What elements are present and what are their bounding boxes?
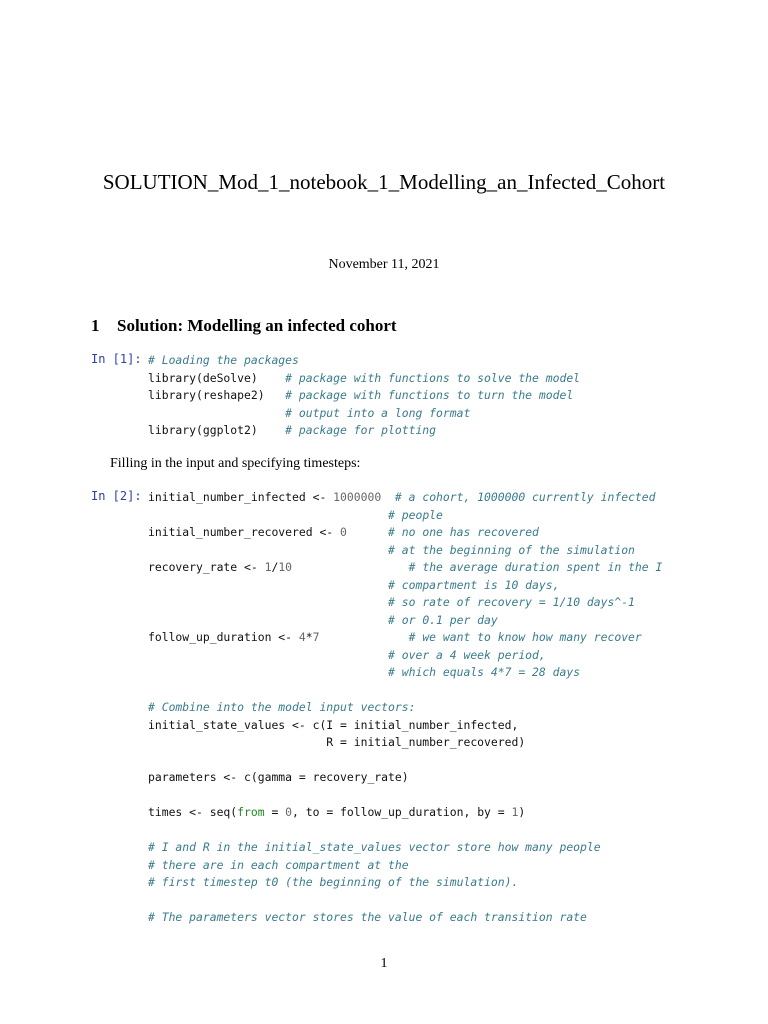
code-line: # first timestep t0 (the beginning of the simulation).: [148, 875, 519, 889]
code-block: [148, 352, 580, 440]
section-title: Solution: Modelling an infected cohort: [117, 316, 397, 335]
code-line: # which equals 4*7 = 28 days: [388, 665, 581, 679]
code-line: # Combine into the model input vectors:: [148, 700, 416, 714]
code-line: # compartment is 10 days,: [388, 577, 560, 592]
section-number: 1: [91, 316, 100, 335]
code-line: parameters <- c(gamma = recovery_rate): [148, 770, 409, 784]
code-line: # or 0.1 per day: [388, 612, 498, 627]
code-line: # I and R in the initial_state_values vector store how many people: [148, 840, 601, 854]
code-line: R = initial_number_recovered): [148, 735, 526, 749]
code-line: initial_number_recovered <- 0 # no one has recovered: [148, 525, 539, 539]
code-line: library(deSolve) # package with functions to solve the model: [148, 370, 581, 385]
code-line: # at the beginning of the simulation: [388, 542, 635, 557]
code-line: # output into a long format: [285, 405, 471, 420]
cell-prompt: In [2]:: [91, 489, 142, 503]
code-line: # over a 4 week period,: [388, 647, 546, 662]
code-block: [148, 489, 662, 927]
code-line: # so rate of recovery = 1/10 days^-1: [388, 595, 635, 609]
document-date: November 11, 2021: [328, 257, 440, 272]
document-title: SOLUTION_Mod_1_notebook_1_Modelling_an_Infected_Cohort: [102, 170, 666, 194]
cell-prompt: In [1]:: [91, 352, 142, 366]
code-line: # people: [388, 507, 443, 522]
code-line: follow_up_duration <- 4*7 # we want to know how many recover: [148, 630, 642, 644]
code-line: # The parameters vector stores the value of each transition rate: [148, 910, 587, 924]
code-line: library(reshape2) # package with functions to turn the model: [148, 388, 574, 402]
code-line: library(ggplot2) # package for plotting: [148, 423, 437, 437]
code-line: times <- seq(from = 0, to = follow_up_duration, by = 1): [148, 805, 526, 819]
page-number: 1: [380, 956, 388, 971]
code-line: initial_number_infected <- 1000000 # a cohort, 1000000 currently infected: [148, 490, 656, 504]
body-paragraph: Filling in the input and specifying timesteps:: [110, 456, 361, 471]
code-line: # there are in each compartment at the: [148, 857, 409, 872]
section-heading: [91, 316, 397, 336]
code-line: initial_state_values <- c(I = initial_number_infected,: [148, 717, 519, 732]
code-line: # Loading the packages: [148, 353, 299, 367]
code-line: recovery_rate <- 1/10 # the average duration spent in the I: [148, 560, 663, 574]
